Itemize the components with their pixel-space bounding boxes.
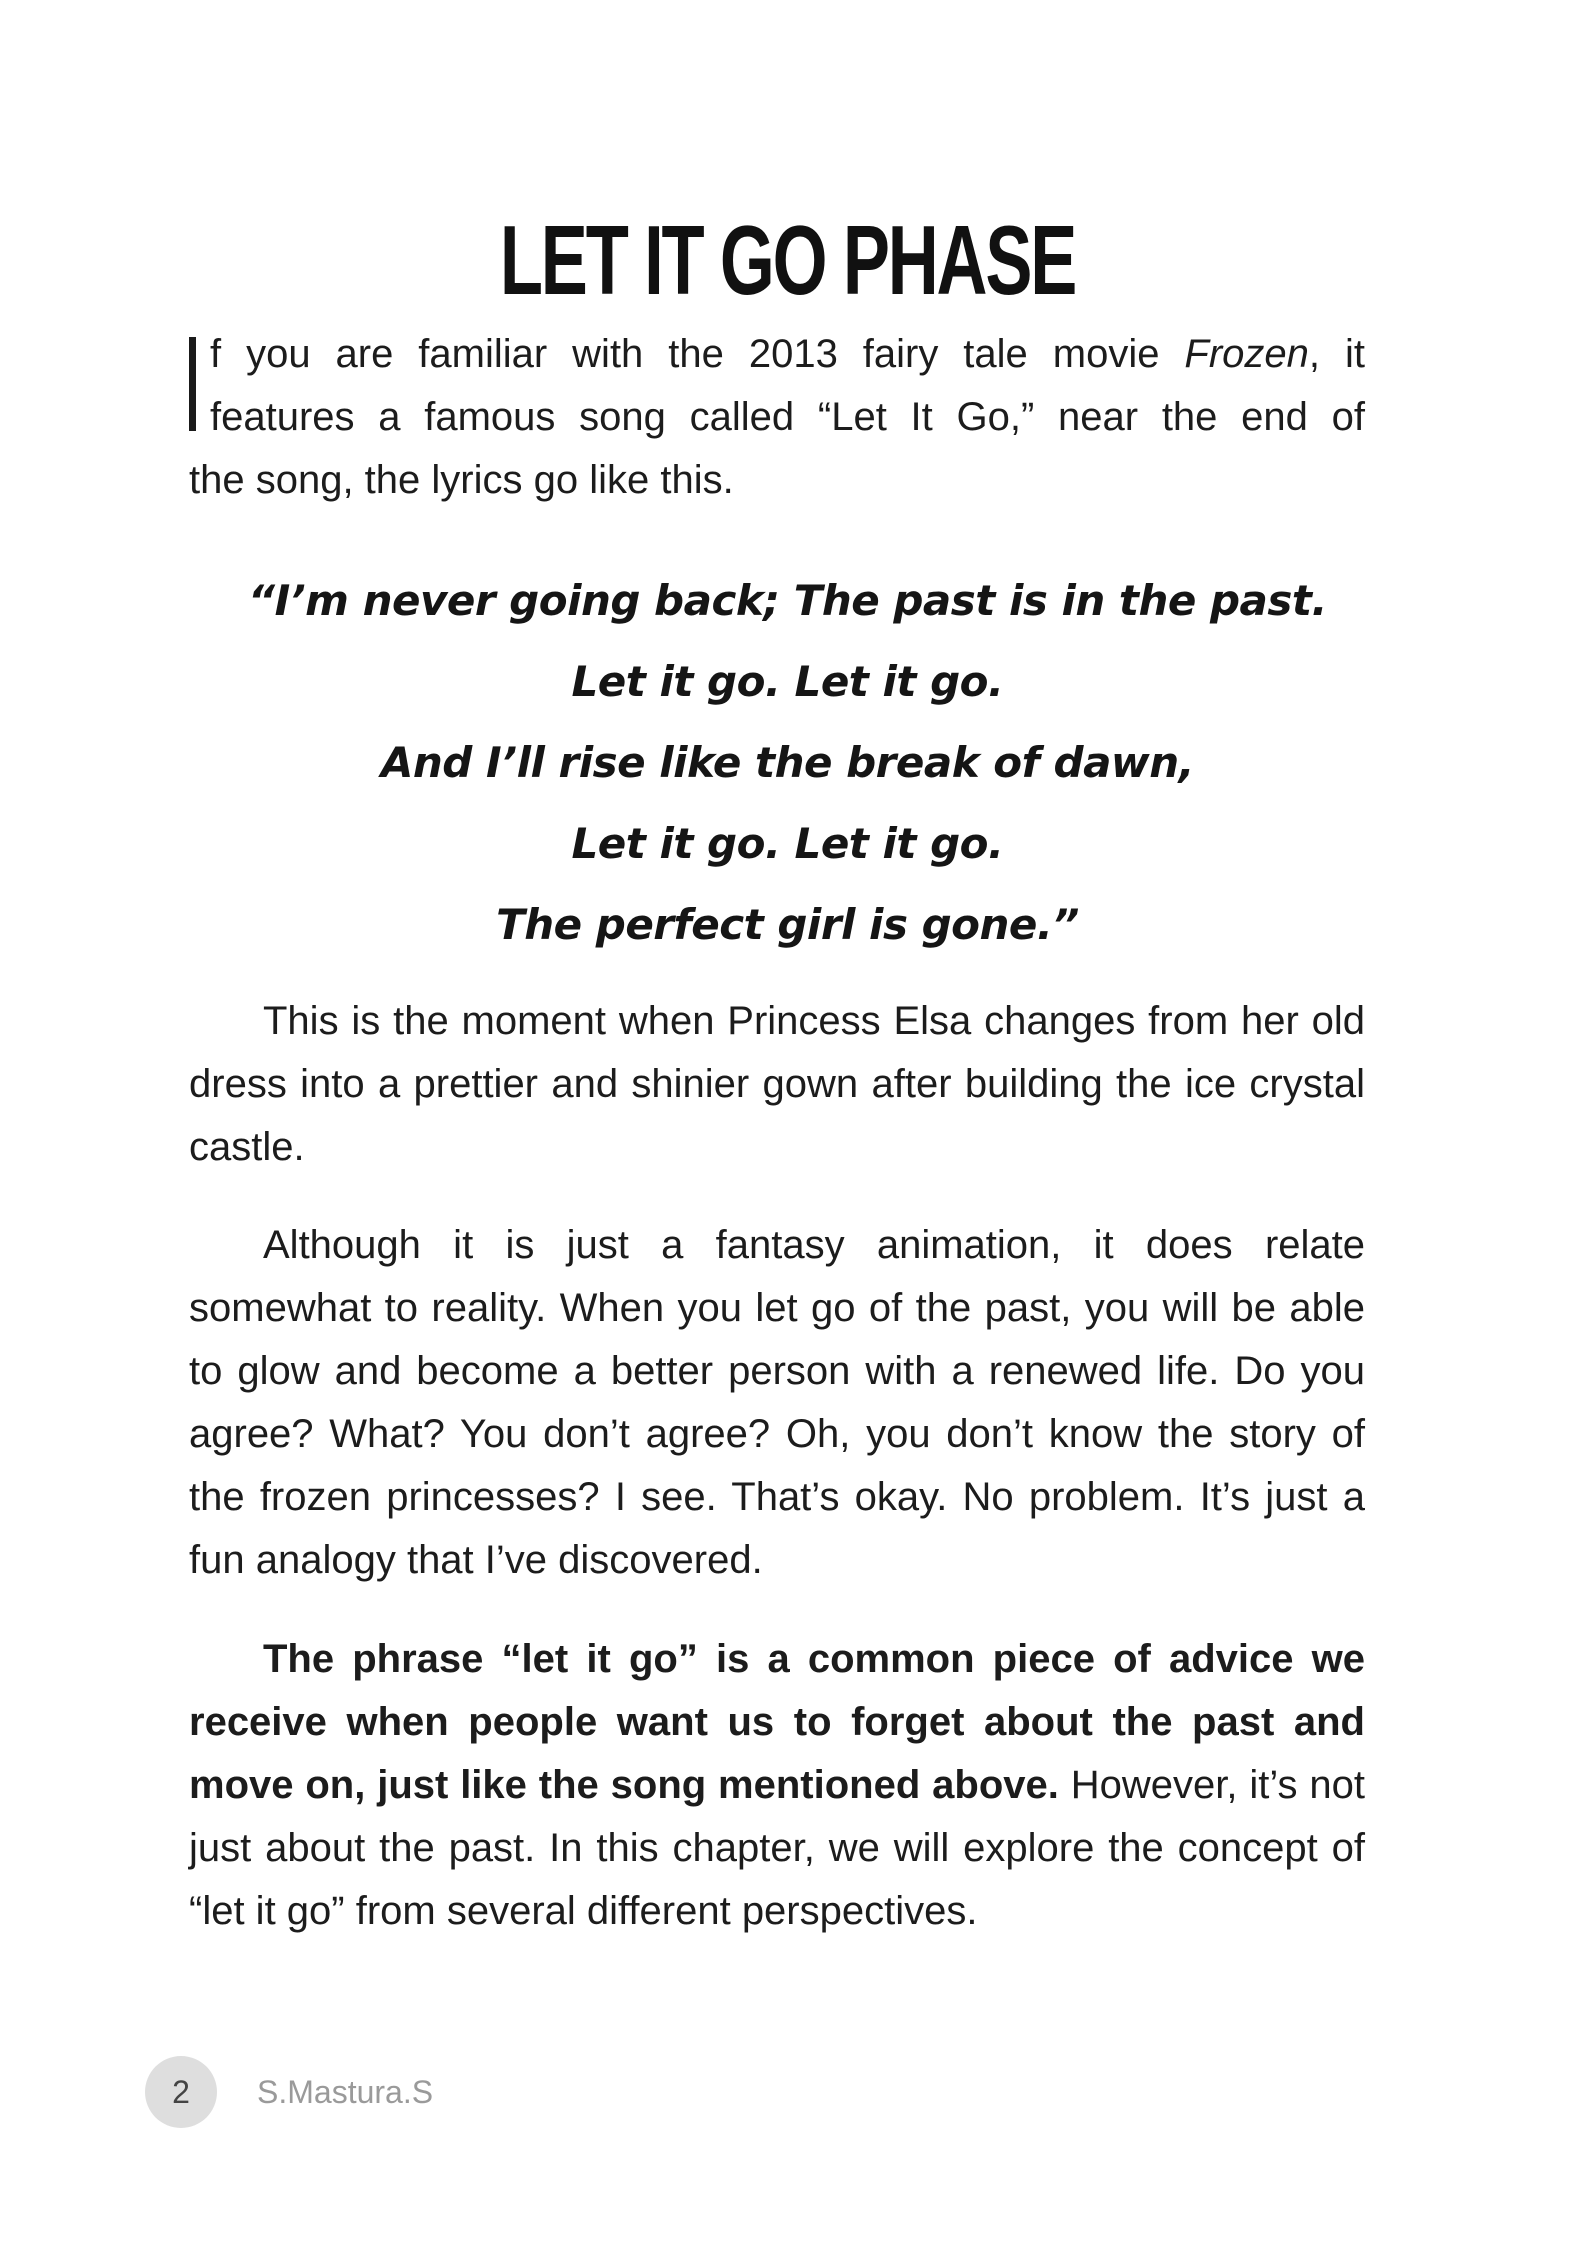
paragraph-elsa: This is the moment when Princess Elsa changes from her old dress into a prettier and shinier gown after building the ice crystal castle. [189,999,1365,1169]
chapter-heading: LET IT GO PHASE [499,205,1076,315]
lyric-line: And I’ll rise like the break of dawn, [380,738,1195,787]
song-lyrics [0,560,1575,965]
intro-line-3: the song, the lyrics go like this. [189,458,734,502]
lyric-line: “I’m never going back; The past is in the past. [248,576,1327,625]
movie-title: Frozen [1184,332,1309,376]
paragraph-let-it-go-advice [189,1628,1365,1943]
author-name: S.Mastura.S [257,2073,434,2110]
lyric-line: The perfect girl is gone.” [496,900,1079,949]
lyric-line: Let it go. Let it go. [571,819,1004,868]
lyric-line: Let it go. Let it go. [571,657,1004,706]
page-footer [145,2056,433,2128]
page-number: 2 [145,2056,217,2128]
intro-line-1: f you are familiar with the 2013 fairy tale movie Frozen, it [210,332,1365,376]
drop-cap-letter-i [189,337,196,431]
intro-paragraph [189,323,1365,512]
bold-statement: The phrase “let it go” is a common piece of advice we receive when people want us to forget about the past and move on, just like the song mentioned above. [189,1637,1365,1807]
paragraph-analogy: Although it is just a fantasy animation, it does relate somewhat to reality. When you let go of the past, you will be able to glow and become a better person with a renewed life. Do you agree? What? You don’t agree? Oh, you don’t know the story of the frozen princesses? I see. That’s okay. No problem. It’s just a fun analogy that I’ve discovered. [189,1223,1365,1582]
intro-line-2: features a famous song called “Let It Go,” near the end of [210,395,1365,439]
paragraph-continuation: However, it’s not just about the past. In this chapter, we will explore the concept of “let it go” from several different perspectives. [189,1763,1365,1933]
